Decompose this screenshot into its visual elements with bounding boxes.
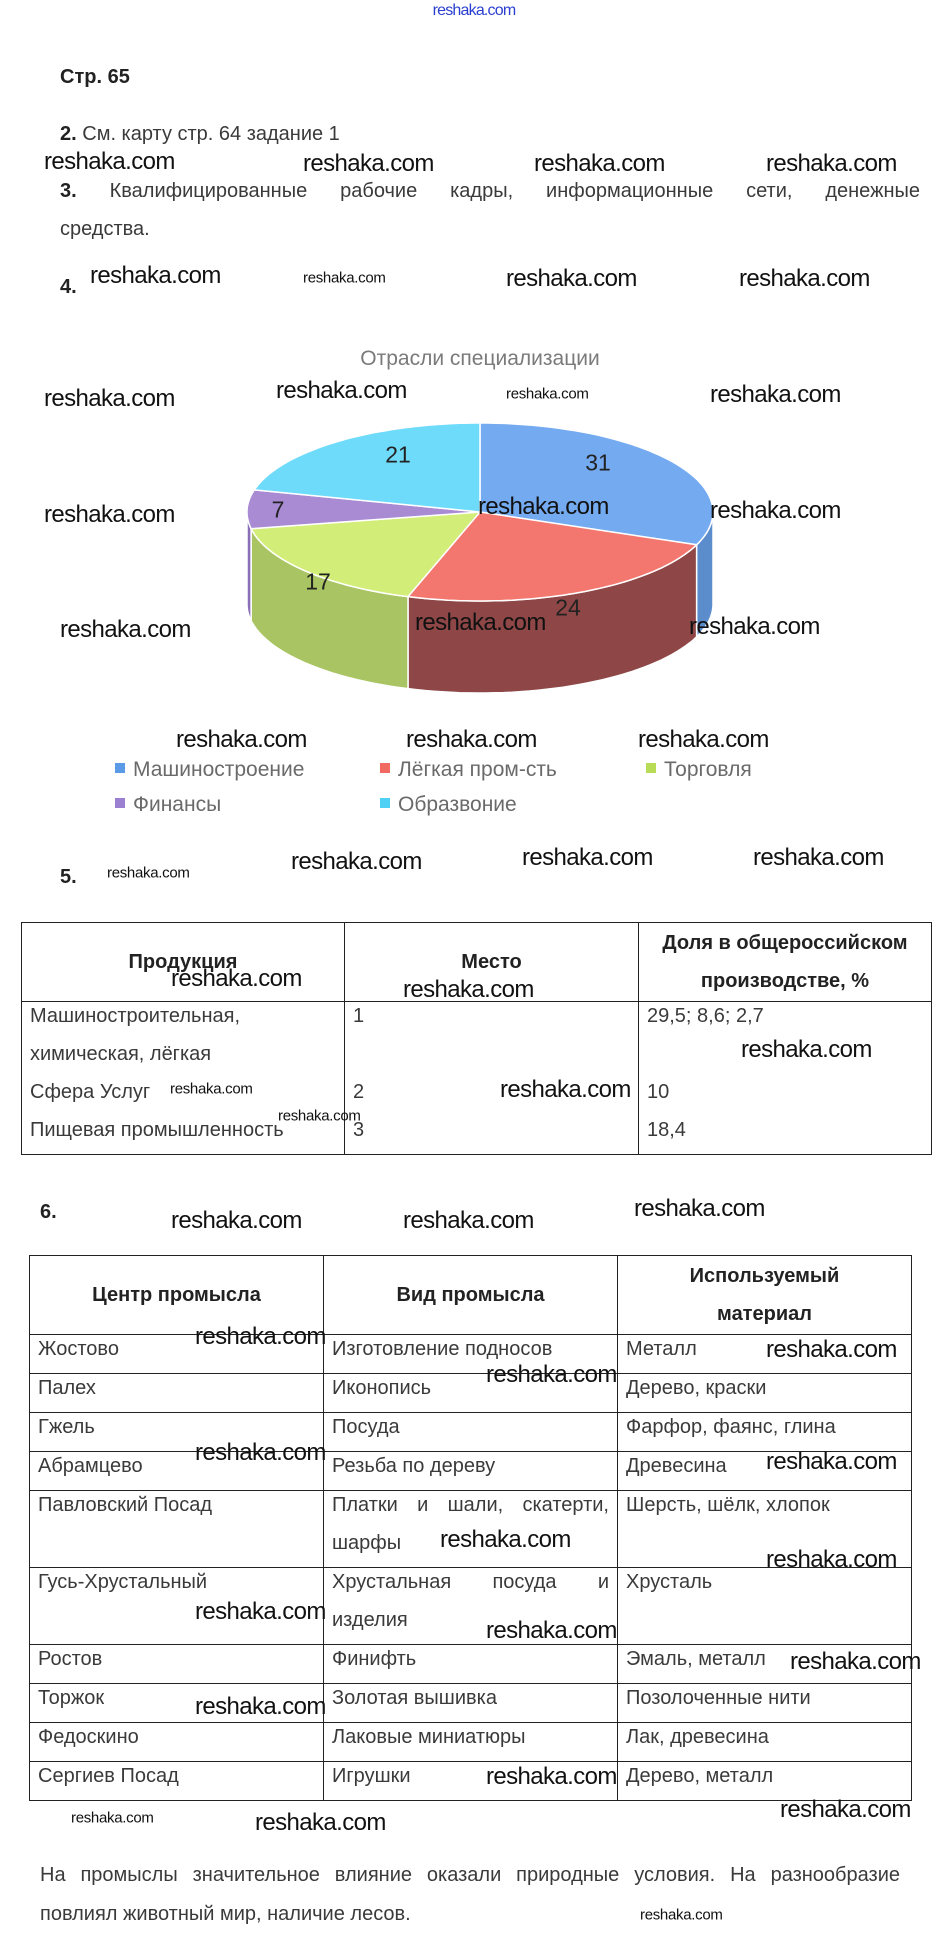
cell-material: Хрусталь bbox=[626, 1571, 713, 1593]
legend-item-2 bbox=[646, 758, 752, 782]
cell-craft: Золотая вышивка bbox=[332, 1687, 497, 1709]
watermark: reshaka.com bbox=[486, 1763, 617, 1790]
cell-center: Гусь-Хрустальный bbox=[38, 1571, 208, 1593]
header-share bbox=[639, 923, 932, 1002]
pie-chart bbox=[0, 0, 948, 760]
cell-craft: Иконопись bbox=[332, 1377, 432, 1399]
watermark: reshaka.com bbox=[291, 848, 422, 875]
watermark: reshaka.com bbox=[195, 1323, 326, 1350]
cell-center: Гжель bbox=[38, 1416, 95, 1438]
answer-4-number: 4. bbox=[60, 276, 77, 298]
legend-label-0: Машиностроение bbox=[133, 758, 305, 781]
conclusion-paragraph: На промыслы значительное влияние оказали природные условия. На разнообразие повлиял животный мир, наличие лесов. bbox=[40, 1864, 900, 1925]
pie-data-label-1: 24 bbox=[555, 594, 581, 621]
header-share-line2: производстве, % bbox=[700, 970, 870, 992]
watermark: reshaka.com bbox=[170, 1080, 253, 1098]
watermark: reshaka.com bbox=[638, 726, 769, 753]
cell-craft: Изготовление подносов bbox=[332, 1338, 553, 1360]
watermark: reshaka.com bbox=[176, 726, 307, 753]
answer-2-number: 2. bbox=[60, 123, 77, 145]
cell-product: Машиностроительная, bbox=[30, 1005, 241, 1027]
cell-craft: Игрушки bbox=[332, 1765, 411, 1787]
cell-material: Древесина bbox=[626, 1455, 727, 1477]
pie-data-label-2: 17 bbox=[305, 568, 331, 595]
legend-item-4 bbox=[380, 793, 517, 817]
cell-product: Сфера Услуг bbox=[30, 1081, 151, 1103]
legend-label-3: Финансы bbox=[133, 793, 222, 816]
header-material-line1: Используемый bbox=[689, 1265, 840, 1287]
header-place: Место bbox=[345, 923, 639, 1002]
watermark: reshaka.com bbox=[71, 1809, 154, 1827]
watermark: reshaka.com bbox=[790, 1648, 921, 1675]
cell-center: Палех bbox=[38, 1377, 96, 1399]
cell-center: Сергиев Посад bbox=[38, 1765, 179, 1787]
watermark: reshaka.com bbox=[522, 844, 653, 871]
cell-center: Федоскино bbox=[38, 1726, 139, 1748]
watermark: reshaka.com bbox=[171, 1207, 302, 1234]
cell-center: Абрамцево bbox=[38, 1455, 143, 1477]
watermark: reshaka.com bbox=[506, 385, 589, 403]
watermark: reshaka.com bbox=[44, 148, 175, 175]
cell-center: Жостово bbox=[38, 1338, 119, 1360]
chart-title: Отрасли специализации bbox=[360, 347, 600, 370]
cell-product: химическая, лёгкая bbox=[30, 1043, 212, 1065]
watermark: reshaka.com bbox=[415, 609, 546, 636]
pie-data-label-3: 7 bbox=[271, 496, 285, 523]
header-share-line1: Доля в общероссийском bbox=[662, 932, 908, 954]
answer-2-text: См. карту стр. 64 задание 1 bbox=[82, 123, 340, 145]
legend-swatch-4 bbox=[380, 798, 390, 808]
watermark: reshaka.com bbox=[640, 1906, 723, 1924]
watermark: reshaka.com bbox=[276, 377, 407, 404]
cell-material: Фарфор, фаянс, глина bbox=[626, 1416, 836, 1438]
watermark: reshaka.com bbox=[255, 1809, 386, 1836]
cell-material: Лак, древесина bbox=[626, 1726, 769, 1748]
header-material bbox=[618, 1256, 912, 1335]
legend-swatch-1 bbox=[380, 763, 390, 773]
legend-label-2: Торговля bbox=[664, 758, 752, 781]
watermark: reshaka.com bbox=[741, 1036, 872, 1063]
watermark: reshaka.com bbox=[766, 150, 897, 177]
table-row bbox=[30, 1684, 912, 1723]
watermark: reshaka.com bbox=[766, 1336, 897, 1363]
cell-center: Ростов bbox=[38, 1648, 103, 1670]
table-row bbox=[30, 1413, 912, 1452]
table-row bbox=[30, 1374, 912, 1413]
table-row bbox=[30, 1645, 912, 1684]
watermark: reshaka.com bbox=[44, 501, 175, 528]
pie-data-label-0: 31 bbox=[585, 449, 611, 476]
legend-swatch-2 bbox=[646, 763, 656, 773]
header-craft: Вид промысла bbox=[324, 1256, 618, 1335]
cell-material: Дерево, металл bbox=[626, 1765, 774, 1787]
watermark: reshaka.com bbox=[753, 844, 884, 871]
watermark: reshaka.com bbox=[634, 1195, 765, 1222]
watermark: reshaka.com bbox=[403, 976, 534, 1003]
cell-product: Пищевая промышленность bbox=[30, 1119, 284, 1141]
table-row bbox=[22, 1116, 932, 1155]
cell-craft: Резьба по дереву bbox=[332, 1455, 496, 1477]
cell-craft: Лаковые миниатюры bbox=[332, 1726, 526, 1748]
watermark: reshaka.com bbox=[780, 1796, 911, 1823]
table-row bbox=[30, 1723, 912, 1762]
watermark: reshaka.com bbox=[500, 1076, 631, 1103]
watermark: reshaka.com bbox=[171, 965, 302, 992]
watermark: reshaka.com bbox=[506, 265, 637, 292]
watermark: reshaka.com bbox=[739, 265, 870, 292]
watermark: reshaka.com bbox=[406, 726, 537, 753]
watermark: reshaka.com bbox=[303, 150, 434, 177]
watermark: reshaka.com bbox=[766, 1546, 897, 1573]
cell-material: Металл bbox=[626, 1338, 697, 1360]
cell-center: Павловский Посад bbox=[38, 1494, 213, 1516]
legend-swatch-3 bbox=[115, 798, 125, 808]
watermark: reshaka.com bbox=[195, 1439, 326, 1466]
legend-swatch-0 bbox=[115, 763, 125, 773]
legend-item-0 bbox=[115, 758, 304, 782]
legend-item-3 bbox=[115, 793, 221, 817]
legend-item-1 bbox=[380, 758, 557, 782]
cell-craft: Хрустальная посуда и изделия bbox=[332, 1571, 609, 1631]
cell-place: 1 bbox=[353, 1005, 365, 1027]
cell-share: 10 bbox=[647, 1081, 670, 1103]
cell-center: Торжок bbox=[38, 1687, 105, 1709]
watermark: reshaka.com bbox=[60, 616, 191, 643]
cell-material: Эмаль, металл bbox=[626, 1648, 766, 1670]
cell-craft: Посуда bbox=[332, 1416, 400, 1438]
header-watermark[interactable]: reshaka.com bbox=[432, 2, 516, 19]
watermark: reshaka.com bbox=[486, 1617, 617, 1644]
watermark: reshaka.com bbox=[486, 1361, 617, 1388]
cell-place: 2 bbox=[353, 1081, 365, 1103]
cell-share: 18,4 bbox=[647, 1119, 686, 1141]
watermark: reshaka.com bbox=[689, 613, 820, 640]
table-header-row bbox=[30, 1256, 912, 1335]
watermark: reshaka.com bbox=[90, 262, 221, 289]
watermark: reshaka.com bbox=[195, 1693, 326, 1720]
legend-label-4: Образвоние bbox=[398, 793, 517, 816]
cell-craft: Платки и шали, скатерти, шарфы bbox=[332, 1494, 609, 1554]
cell-material: Шерсть, шёлк, хлопок bbox=[626, 1494, 830, 1516]
answer-3-line2: средства. bbox=[60, 218, 150, 240]
header-product: Продукция bbox=[22, 923, 345, 1002]
answer-3-text: Квалифицированные рабочие кадры, информационные сети, денежные bbox=[109, 180, 920, 202]
answer-6-number: 6. bbox=[40, 1201, 57, 1223]
watermark: reshaka.com bbox=[44, 385, 175, 412]
watermark: reshaka.com bbox=[440, 1526, 571, 1553]
pie-data-label-4: 21 bbox=[385, 441, 411, 468]
answer-5-number: 5. bbox=[60, 866, 77, 888]
watermark: reshaka.com bbox=[710, 497, 841, 524]
cell-share: 29,5; 8,6; 2,7 bbox=[647, 1005, 764, 1027]
table-row bbox=[30, 1568, 912, 1645]
legend-label-1: Лёгкая пром-сть bbox=[398, 758, 557, 781]
cell-material: Дерево, краски bbox=[626, 1377, 767, 1399]
watermark: reshaka.com bbox=[303, 269, 386, 287]
watermark: reshaka.com bbox=[195, 1598, 326, 1625]
answer-3-number: 3. bbox=[60, 180, 77, 202]
watermark: reshaka.com bbox=[710, 381, 841, 408]
watermark: reshaka.com bbox=[534, 150, 665, 177]
watermark: reshaka.com bbox=[403, 1207, 534, 1234]
cell-place: 3 bbox=[353, 1119, 365, 1141]
watermark: reshaka.com bbox=[278, 1107, 361, 1125]
header-center: Центр промысла bbox=[30, 1256, 324, 1335]
page-heading: Стр. 65 bbox=[60, 66, 130, 88]
watermark: reshaka.com bbox=[107, 864, 190, 882]
watermark: reshaka.com bbox=[478, 493, 609, 520]
header-material-line2: материал bbox=[717, 1303, 812, 1325]
cell-material: Позолоченные нити bbox=[626, 1687, 811, 1709]
cell-craft: Финифть bbox=[332, 1648, 417, 1670]
table-row bbox=[30, 1762, 912, 1801]
watermark: reshaka.com bbox=[766, 1448, 897, 1475]
